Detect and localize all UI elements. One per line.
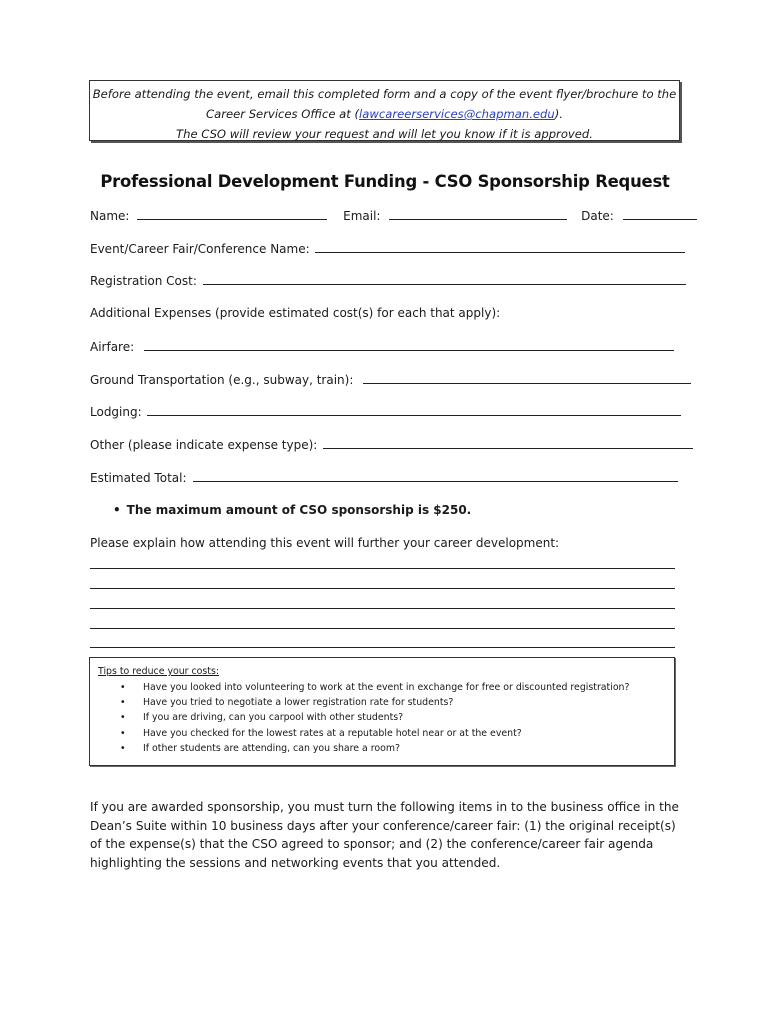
other-expense-label: Other (please indicate expense type): bbox=[90, 438, 318, 452]
explain-field-line-4[interactable] bbox=[90, 628, 675, 629]
form-title: Professional Development Funding - CSO Sponsorship Request bbox=[100, 172, 670, 191]
bullet-icon: • bbox=[120, 728, 126, 739]
airfare-field[interactable] bbox=[144, 339, 674, 351]
explain-field-line-5[interactable] bbox=[90, 647, 675, 648]
registration-row bbox=[90, 273, 686, 288]
cost-tips-box bbox=[89, 657, 675, 766]
estimated-total-field[interactable] bbox=[193, 470, 678, 482]
notice-line-2-suffix: ). bbox=[554, 107, 563, 121]
lodging-row bbox=[90, 404, 681, 419]
other-expense-field[interactable] bbox=[323, 437, 693, 449]
ground-transport-field[interactable] bbox=[363, 372, 691, 384]
explain-field-line-2[interactable] bbox=[90, 588, 675, 589]
explain-field-line-3[interactable] bbox=[90, 608, 675, 609]
tip-item bbox=[120, 712, 403, 723]
tip-text: If you are driving, can you carpool with other students? bbox=[143, 712, 404, 723]
explain-field-line-1[interactable] bbox=[90, 568, 675, 569]
estimated-total-row bbox=[90, 470, 678, 485]
tip-text: Have you checked for the lowest rates at a reputable hotel near or at the event? bbox=[143, 728, 522, 739]
tip-text: If other students are attending, can you share a room? bbox=[143, 743, 401, 754]
date-label: Date: bbox=[581, 209, 614, 223]
notice-line-1: Before attending the event, email this completed form and a copy of the event flyer/brochure to the bbox=[92, 87, 677, 101]
email-field[interactable] bbox=[389, 208, 567, 220]
airfare-row bbox=[90, 339, 674, 354]
tip-item bbox=[120, 697, 453, 708]
name-label: Name: bbox=[90, 209, 130, 223]
tip-item bbox=[120, 682, 629, 693]
ground-transport-label: Ground Transportation (e.g., subway, train): bbox=[90, 373, 354, 387]
registration-label: Registration Cost: bbox=[90, 274, 197, 288]
other-expense-row bbox=[90, 437, 693, 452]
date-field[interactable] bbox=[623, 208, 697, 220]
tips-title: Tips to reduce your costs: bbox=[98, 666, 220, 677]
tip-text: Have you looked into volunteering to work at the event in exchange for free or discounted registration? bbox=[143, 682, 630, 693]
registration-field[interactable] bbox=[203, 273, 686, 285]
additional-expenses-label: Additional Expenses (provide estimated cost(s) for each that apply): bbox=[90, 306, 501, 320]
estimated-total-label: Estimated Total: bbox=[90, 471, 187, 485]
tip-item bbox=[120, 728, 522, 739]
event-row bbox=[90, 241, 685, 256]
event-field[interactable] bbox=[315, 241, 685, 253]
lodging-field[interactable] bbox=[147, 404, 681, 416]
name-field[interactable] bbox=[137, 208, 327, 220]
bullet-icon: • bbox=[120, 682, 126, 693]
bullet-icon: • bbox=[120, 697, 126, 708]
bullet-icon: • bbox=[120, 743, 126, 754]
airfare-label: Airfare: bbox=[90, 340, 135, 354]
tip-item bbox=[120, 743, 400, 754]
notice-line-3: The CSO will review your request and will let you know if it is approved. bbox=[176, 127, 593, 141]
max-sponsorship-note bbox=[113, 503, 471, 517]
email-label: Email: bbox=[343, 209, 381, 223]
notice-line-2 bbox=[90, 104, 679, 124]
bullet-icon: • bbox=[120, 712, 126, 723]
sponsorship-requirements-paragraph: If you are awarded sponsorship, you must turn the following items in to the business office in the Dean’s Suite within 10 business days after your conference/career fair: (1) the original receipt(s) of the expense(s) that the CSO agreed to sponsor; and (2) the conference/career fair agenda highlighting the sessions and networking events that you attended. bbox=[90, 800, 679, 870]
bullet-icon: • bbox=[113, 503, 121, 517]
instructions-notice bbox=[89, 80, 680, 141]
max-sponsorship-text: The maximum amount of CSO sponsorship is $250. bbox=[126, 503, 472, 517]
lodging-label: Lodging: bbox=[90, 405, 142, 419]
ground-transport-row bbox=[90, 372, 691, 387]
career-explain-label: Please explain how attending this event will further your career development: bbox=[90, 536, 560, 550]
email-link[interactable]: lawcareerservices@chapman.edu bbox=[359, 107, 555, 121]
tip-text: Have you tried to negotiate a lower registration rate for students? bbox=[143, 697, 454, 708]
name-email-date-row bbox=[90, 208, 697, 223]
notice-line-2-prefix: Career Services Office at ( bbox=[206, 107, 360, 121]
event-label: Event/Career Fair/Conference Name: bbox=[90, 242, 310, 256]
